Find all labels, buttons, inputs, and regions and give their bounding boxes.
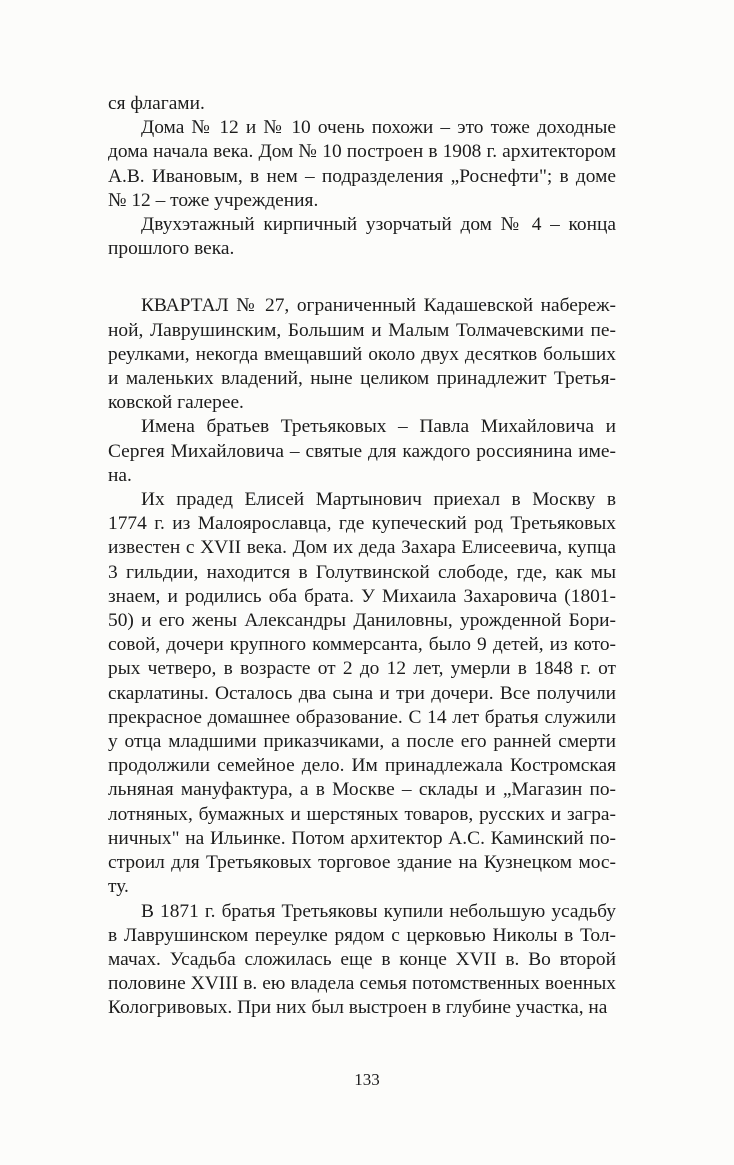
paragraph-p6 bbox=[108, 900, 616, 1021]
text-line: А.В. Ивановым, в нем – подразделения „Роснефти"; в доме bbox=[108, 165, 616, 187]
text-line: ничных" на Ильинке. Потом архитектор А.С. Каминский по- bbox=[108, 827, 616, 849]
text-line: продолжили семейное дело. Им принадлежала Костромская bbox=[108, 755, 616, 777]
text-line: лотняных, бумажных и шерстяных товаров, русских и загра- bbox=[108, 803, 616, 825]
text-line: знаем, и родились оба брата. У Михаила Захаровича (1801- bbox=[108, 585, 616, 607]
text-line: совой, дочери крупного коммерсанта, было 9 детей, из кото- bbox=[108, 634, 616, 656]
text-line: на. bbox=[108, 464, 132, 486]
text-line: ся флагами. bbox=[108, 93, 205, 114]
text-line: 50) и его жены Александры Даниловны, урожденной Бори- bbox=[108, 610, 616, 632]
text-line: ту. bbox=[108, 876, 129, 898]
text-line: рых четверо, в возрасте от 2 до 12 лет, умерли в 1848 г. от bbox=[108, 658, 616, 680]
text-line: половине XVIII в. ею владела семья потомственных военных bbox=[108, 973, 616, 995]
text-line: известен с XVII века. Дом их деда Захара Елисеевича, купца bbox=[108, 537, 616, 559]
paragraph-p4 bbox=[108, 415, 616, 488]
paragraph-p5 bbox=[108, 488, 616, 899]
paragraph-p0 bbox=[108, 92, 616, 116]
text-line: ковской галерее. bbox=[108, 392, 244, 414]
text-line: Дома № 12 и № 10 очень похожи – это тоже доходные bbox=[141, 117, 616, 139]
text-line: и маленьких владений, ныне целиком принадлежит Третья- bbox=[108, 368, 616, 390]
section-gap bbox=[108, 261, 616, 294]
text-line: 3 гильдии, находится в Голутвинской слободе, где, как мы bbox=[108, 561, 616, 583]
text-line: в Лаврушинском переулке рядом с церковью Николы в Тол- bbox=[108, 924, 616, 946]
body-text bbox=[108, 92, 616, 1021]
text-line: ной, Лаврушинским, Большим и Малым Толмачевскими пе- bbox=[108, 319, 616, 341]
text-line: прекрасное домашнее образование. С 14 лет братья служили bbox=[108, 706, 616, 728]
text-line: мачах. Усадьба сложилась еще в конце XVII в. Во второй bbox=[108, 948, 616, 970]
paragraph-p2 bbox=[108, 213, 616, 261]
text-line: № 12 – тоже учреждения. bbox=[108, 189, 319, 211]
text-line: реулками, некогда вмещавший около двух десятков больших bbox=[108, 343, 616, 365]
text-line: 1774 г. из Малоярославца, где купеческий род Третьяковых bbox=[108, 513, 616, 535]
text-line: КВАРТАЛ № 27, ограниченный Кадашевской набереж- bbox=[141, 295, 616, 317]
text-line: Их прадед Елисей Мартынович приехал в Москву в bbox=[141, 489, 616, 511]
text-line: дома начала века. Дом № 10 построен в 1908 г. архитектором bbox=[108, 141, 616, 163]
text-line: строил для Третьяковых торговое здание на Кузнецком мос- bbox=[108, 852, 616, 874]
text-line: Имена братьев Третьяковых – Павла Михайловича и bbox=[141, 416, 616, 438]
paragraph-p3 bbox=[108, 294, 616, 415]
paragraph-p1 bbox=[108, 116, 616, 213]
text-line: у отца младшими приказчиками, а после его ранней смерти bbox=[108, 731, 616, 753]
text-line: прошлого века. bbox=[108, 238, 235, 260]
text-line: льняная мануфактура, а в Москве – склады и „Магазин по- bbox=[108, 779, 616, 801]
page-number: 133 bbox=[354, 1070, 380, 1089]
text-line: Кологривовых. При них был выстроен в глубине участка, на bbox=[108, 997, 608, 1019]
text-line: Двухэтажный кирпичный узорчатый дом № 4 – конца bbox=[141, 214, 616, 236]
text-line: В 1871 г. братья Третьяковы купили небольшую усадьбу bbox=[141, 900, 616, 922]
text-line: скарлатины. Осталось два сына и три дочери. Все получили bbox=[108, 682, 616, 704]
text-line: Сергея Михайловича – святые для каждого россиянина име- bbox=[108, 440, 616, 462]
